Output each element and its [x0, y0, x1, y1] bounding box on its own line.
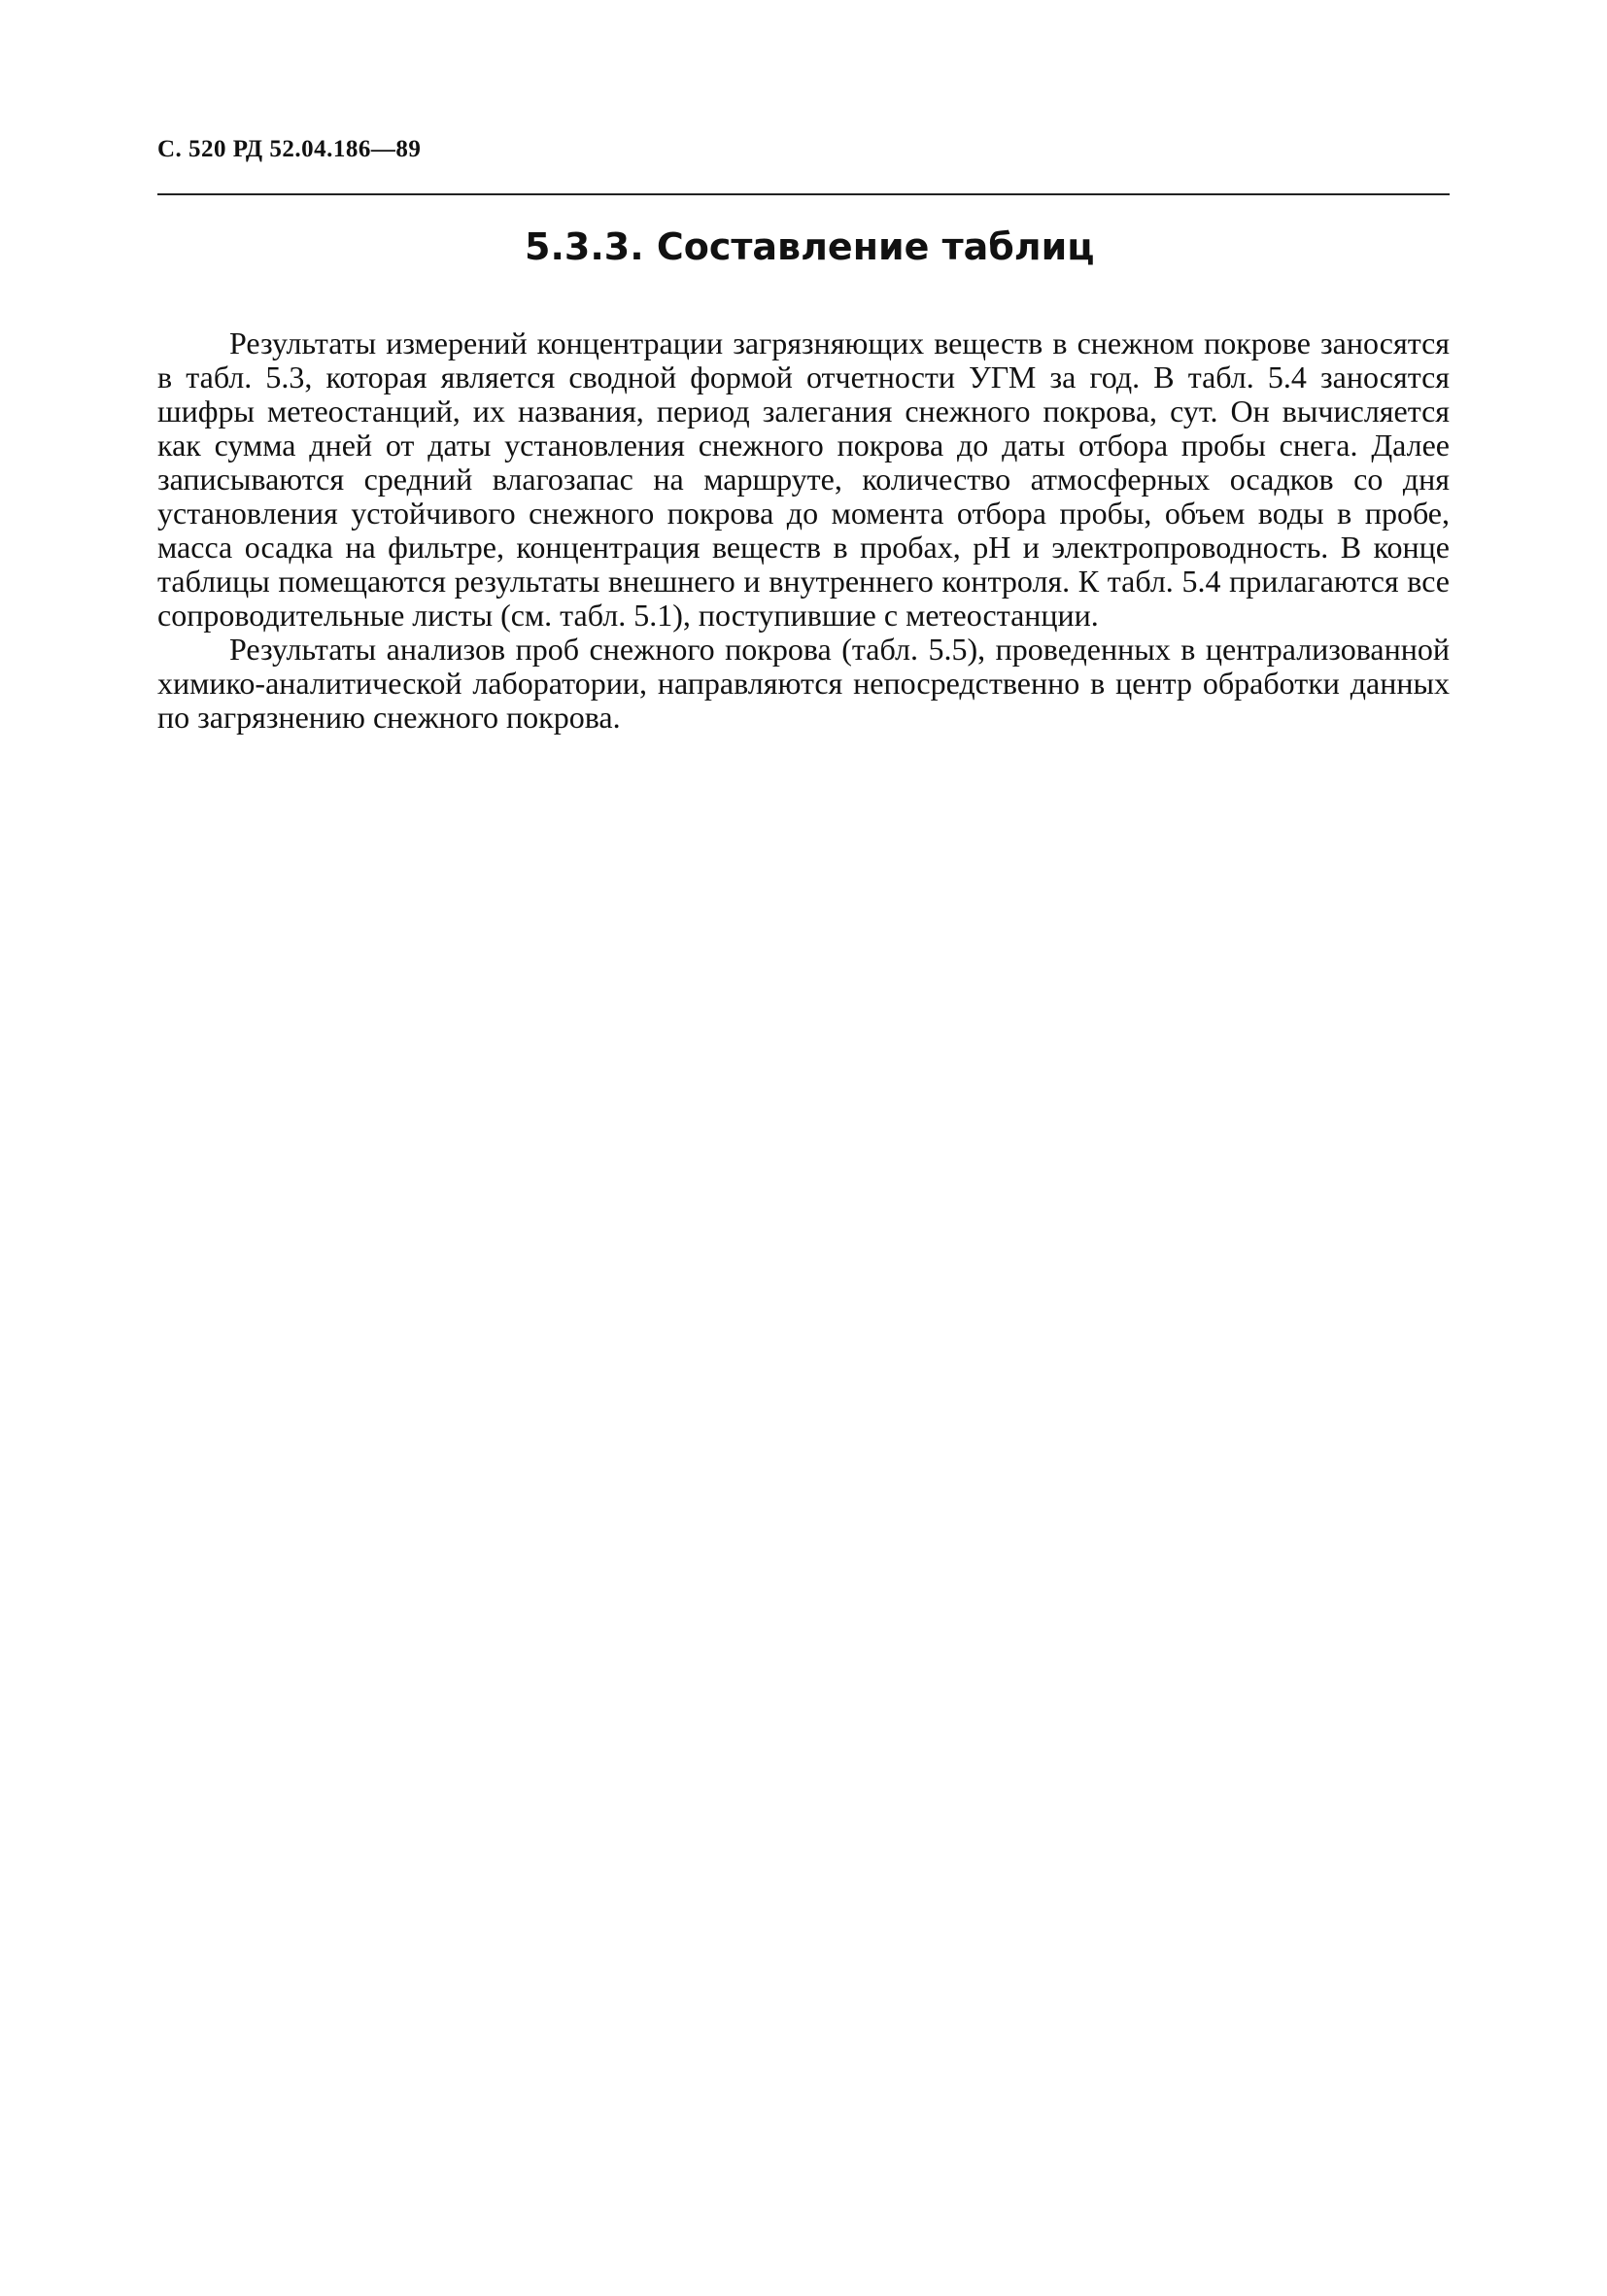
running-head: С. 520 РД 52.04.186—89: [157, 136, 422, 162]
section-title: 5.3.3. Составление таблиц: [525, 225, 1095, 268]
paragraph: Результаты измерений концентрации загрязняющих веществ в снежном покрове заносятся в табл. 5.3, которая является сводной формой отчетности УГМ за год. В табл. 5.4 заносятся шифры метеостанций, их названия, период залегания снежного покрова, сут. Он вычисляется как сумма дней от даты установления снежного покрова до даты отбора пробы снега. Далее записываются средний влагозапас на маршруте, количество атмосферных осадков со дня установления устойчивого снежного покрова до момента отбора пробы, объем воды в пробе, масса осадка на фильтре, концентрация веществ в пробах, pH и электропроводность. В конце таблицы помещаются результаты внешнего и внутреннего контроля. К табл. 5.4 прилагаются все сопроводительные листы (см. табл. 5.1), поступившие с метеостанции.: [157, 326, 1450, 633]
header-divider: [157, 193, 1450, 195]
body-text: [157, 326, 1450, 735]
paragraph: Результаты анализов проб снежного покрова (табл. 5.5), проведенных в централизованной химико-аналитической лаборатории, направляются непосредственно в центр обработки данных по загрязнению снежного покрова.: [157, 632, 1450, 735]
